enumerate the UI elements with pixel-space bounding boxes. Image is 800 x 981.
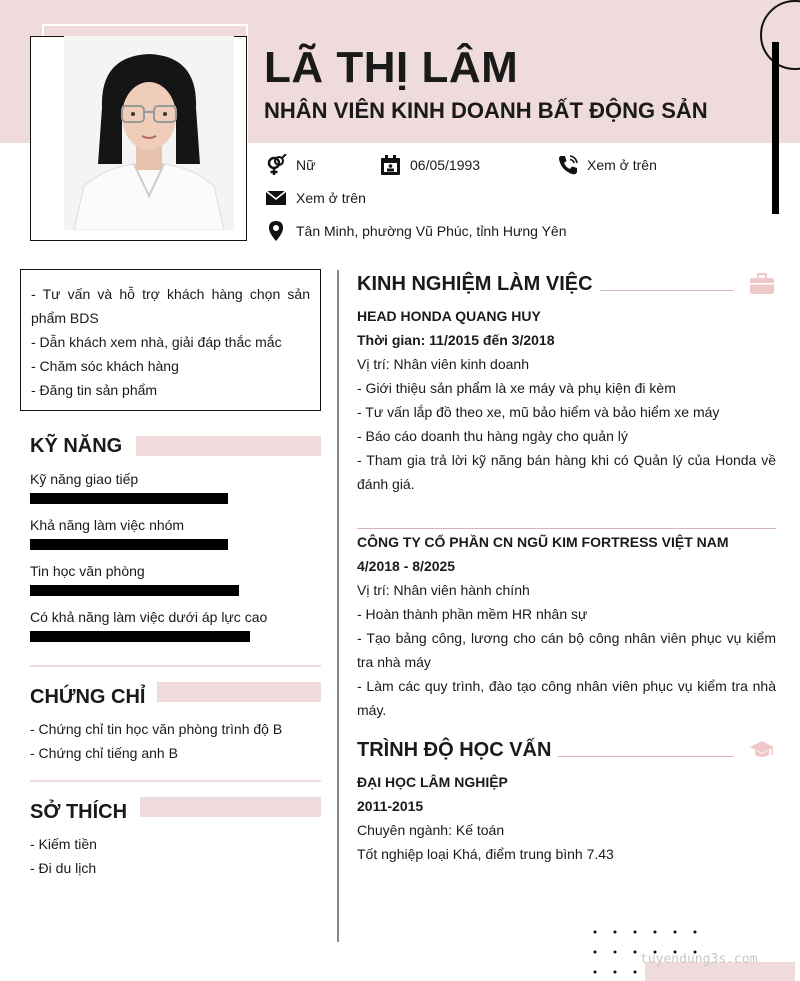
email-value: Xem ở trên <box>296 190 366 206</box>
company-name: CÔNG TY CỔ PHẦN CN NGŨ KIM FORTRESS VIỆT NAM <box>357 534 729 550</box>
list-item: - Chứng chỉ tin học văn phòng trình độ B <box>30 721 283 737</box>
phone-icon <box>557 154 579 181</box>
job-divider <box>357 528 776 529</box>
skill-level-bar <box>30 631 250 642</box>
objective-box <box>20 269 321 411</box>
skills-title-bar <box>136 436 321 456</box>
skill-label: Tin học văn phòng <box>30 563 145 579</box>
candidate-name: LÃ THỊ LÂM <box>264 43 519 92</box>
objective-line: - Tư vấn và hỗ trợ khách hàng chọn sản phẩm BDS <box>31 286 310 326</box>
title-rule <box>600 290 733 291</box>
job-line: - Hoàn thành phần mềm HR nhân sự <box>357 606 588 622</box>
section-divider <box>30 665 321 667</box>
skill-label: Có khả năng làm việc dưới áp lực cao <box>30 609 268 625</box>
job-line: - Tạo bảng công, lương cho cán bộ công nhân viên phục vụ kiểm tra nhà máy <box>357 630 776 670</box>
job-title: NHÂN VIÊN KINH DOANH BẤT ĐỘNG SẢN <box>264 98 708 123</box>
certificates-list <box>30 717 282 765</box>
skill-level-bar <box>30 493 228 504</box>
experience-title: KINH NGHIỆM LÀM VIỆC <box>357 273 593 295</box>
avatar-photo <box>64 36 234 230</box>
gender-icon <box>265 154 287 181</box>
column-separator <box>337 270 339 942</box>
birthday-value: 06/05/1993 <box>410 157 481 173</box>
gender-value: Nữ <box>296 157 316 173</box>
job-line: - Làm các quy trình, đào tạo công nhân viên phục vụ kiểm tra nhà máy. <box>357 678 776 718</box>
education-major: Chuyên ngành: Kế toán <box>357 822 505 838</box>
job-line: - Giới thiệu sản phẩm là xe máy và phụ kiện đi kèm <box>357 380 676 396</box>
decorative-bar <box>772 42 779 214</box>
job-period: 4/2018 - 8/2025 <box>357 558 456 574</box>
job-entry-1 <box>357 304 776 496</box>
skills-title: KỸ NĂNG <box>30 435 123 457</box>
title-rule <box>558 756 733 757</box>
certificates-title-bar <box>157 682 321 702</box>
skill-label: Khả năng làm việc nhóm <box>30 517 185 533</box>
list-item: - Kiếm tiền <box>30 836 97 852</box>
certificates-title: CHỨNG CHỈ <box>30 686 146 708</box>
education-title: TRÌNH ĐỘ HỌC VẤN <box>357 739 552 761</box>
calendar-icon <box>380 154 402 181</box>
email-icon <box>265 187 287 214</box>
company-name: HEAD HONDA QUANG HUY <box>357 308 541 324</box>
education-result: Tốt nghiệp loại Khá, điểm trung bình 7.43 <box>357 846 614 862</box>
objective-line: - Đăng tin sản phẩm <box>31 382 158 398</box>
hobbies-title-bar <box>140 797 321 817</box>
list-item: - Chứng chỉ tiếng anh B <box>30 745 178 761</box>
skill-level-bar <box>30 539 228 550</box>
watermark: tuyendung3s.com <box>640 952 758 967</box>
location-pin-icon <box>265 220 287 247</box>
job-period: Thời gian: 11/2015 đến 3/2018 <box>357 332 555 348</box>
school-name: ĐẠI HỌC LÂM NGHIỆP <box>357 774 508 790</box>
briefcase-icon <box>749 273 775 300</box>
objective-line: - Dẫn khách xem nhà, giải đáp thắc mắc <box>31 334 282 350</box>
section-divider <box>30 780 321 782</box>
phone-value: Xem ở trên <box>587 157 657 173</box>
job-line: - Tư vấn lắp đồ theo xe, mũ bảo hiểm và bảo hiểm xe máy <box>357 404 720 420</box>
education-entry <box>357 770 776 866</box>
hobbies-list <box>30 832 97 880</box>
list-item: - Đi du lịch <box>30 860 97 876</box>
skill-level-bar <box>30 585 239 596</box>
job-line: - Báo cáo doanh thu hàng ngày cho quản lý <box>357 428 628 444</box>
job-line: - Tham gia trả lời kỹ năng bán hàng khi có Quản lý của Honda về đánh giá. <box>357 452 776 492</box>
address-value: Tân Minh, phường Vũ Phúc, tỉnh Hưng Yên <box>296 223 567 239</box>
job-line: Vị trí: Nhân viên hành chính <box>357 582 530 598</box>
job-entry-2 <box>357 530 776 722</box>
skill-label: Kỹ năng giao tiếp <box>30 471 139 487</box>
education-period: 2011-2015 <box>357 798 424 814</box>
job-line: Vị trí: Nhân viên kinh doanh <box>357 356 529 372</box>
objective-line: - Chăm sóc khách hàng <box>31 358 179 374</box>
graduation-cap-icon <box>749 740 775 765</box>
hobbies-title: SỞ THÍCH <box>30 801 128 823</box>
